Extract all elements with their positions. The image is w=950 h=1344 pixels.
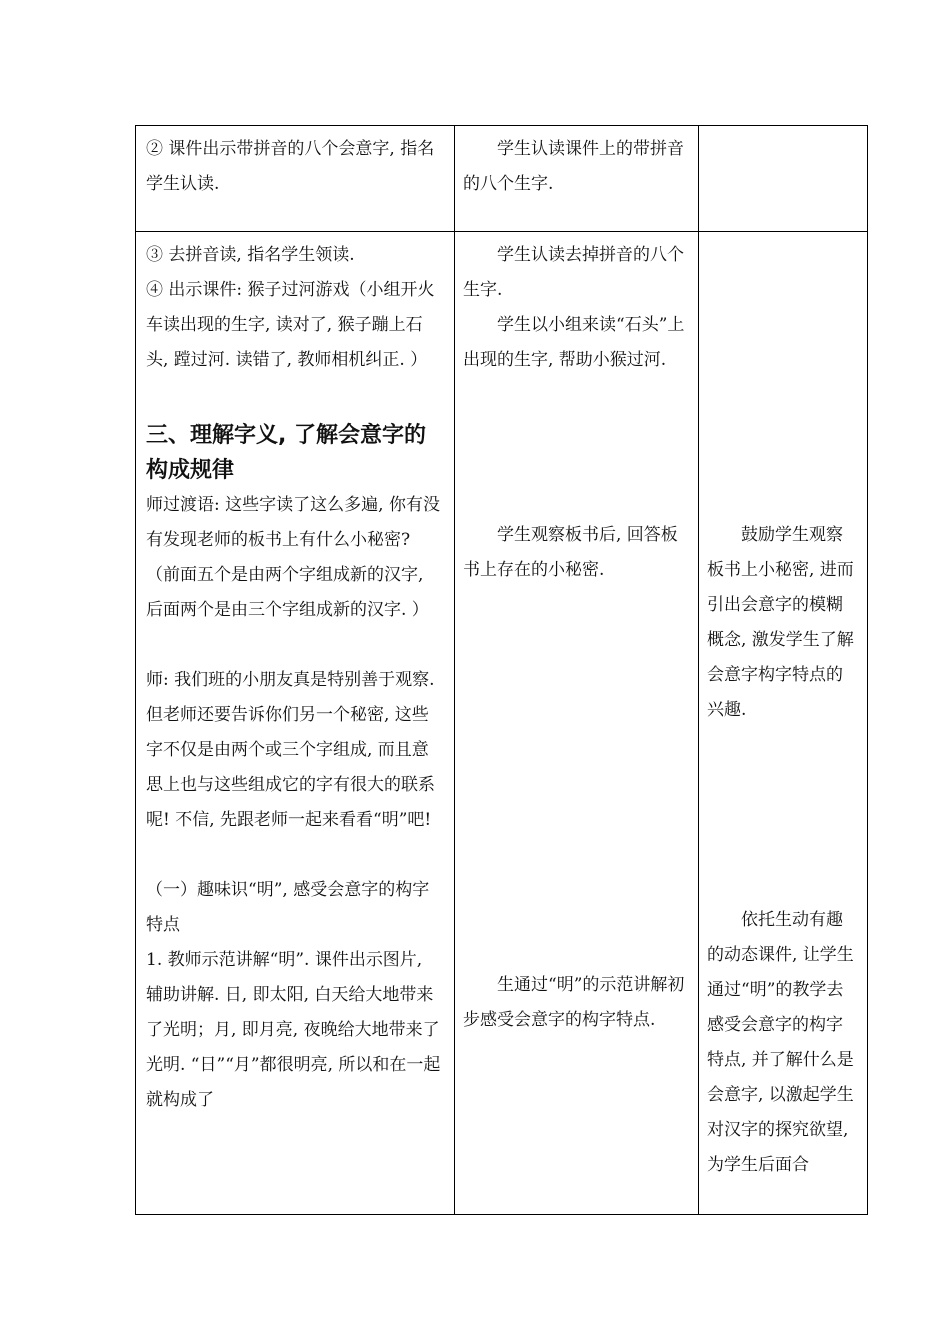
student-activity-cell — [455, 232, 699, 1215]
student-feel: 生通过“明”的示范讲解初步感受会意字的构字特点. — [463, 975, 685, 1030]
student-activity-cell — [455, 126, 699, 232]
teacher-demo: 1. 教师示范讲解“明”. 课件出示图片, 辅助讲解. 日, 即太阳, 白天给大地带来了光明；月, 即月亮, 夜晚给大地带来了光明. “日”“月”都很明亮, 所以和在一起就构成了 — [146, 950, 441, 1110]
intent-courseware: 依托生动有趣的动态课件, 让学生通过“明”的教学去感受会意字的构字特点, 并了解什么是会意字, 以激起学生对汉字的探究欲望, 为学生后面合 — [707, 910, 854, 1175]
teacher-step-3: ③ 去拼音读, 指名学生领读. — [146, 245, 355, 265]
section-heading: 三、理解字义, 了解会意字的构成规律 — [146, 423, 427, 483]
table-row — [136, 126, 868, 232]
design-intent-cell — [699, 232, 868, 1215]
teacher-activity-cell — [136, 126, 455, 232]
teacher-transition: 师过渡语: 这些字读了这么多遍, 你有没有发现老师的板书上有什么小秘密?（前面五个是由两个字组成新的汉字, 后面两个是由三个字组成新的汉字. ） — [146, 495, 440, 620]
student-step-2: 学生认读课件上的带拼音的八个生字. — [463, 139, 684, 194]
teacher-step-4: ④ 出示课件: 猴子过河游戏（小组开火车读出现的生字, 读对了, 猴子蹦上石头, 蹚过河. 读错了, 教师相机纠正. ） — [146, 280, 435, 370]
student-group-read: 学生以小组来读“石头”上出现的生字, 帮助小猴过河. — [463, 315, 685, 370]
lesson-plan-table — [135, 125, 868, 1215]
teacher-explanation: 师: 我们班的小朋友真是特别善于观察. 但老师还要告诉你们另一个秘密, 这些字不仅是由两个或三个字组成, 而且意思上也与这些组成它的字有很大的联系呢! 不信, 先跟老师一起来看看“明”吧! — [146, 670, 435, 830]
design-intent-cell — [699, 126, 868, 232]
subsection-heading: （一）趣味识“明”, 感受会意字的构字特点 — [146, 880, 430, 935]
teacher-activity-cell — [136, 232, 455, 1215]
student-read: 学生认读去掉拼音的八个生字. — [463, 245, 684, 300]
teacher-step-2: ② 课件出示带拼音的八个会意字, 指名学生认读. — [146, 139, 435, 194]
student-observe: 学生观察板书后, 回答板书上存在的小秘密. — [463, 525, 678, 580]
intent-observe: 鼓励学生观察板书上小秘密, 进而引出会意字的模糊概念, 激发学生了解会意字构字特点的兴趣. — [707, 525, 854, 720]
table-row — [136, 232, 868, 1215]
